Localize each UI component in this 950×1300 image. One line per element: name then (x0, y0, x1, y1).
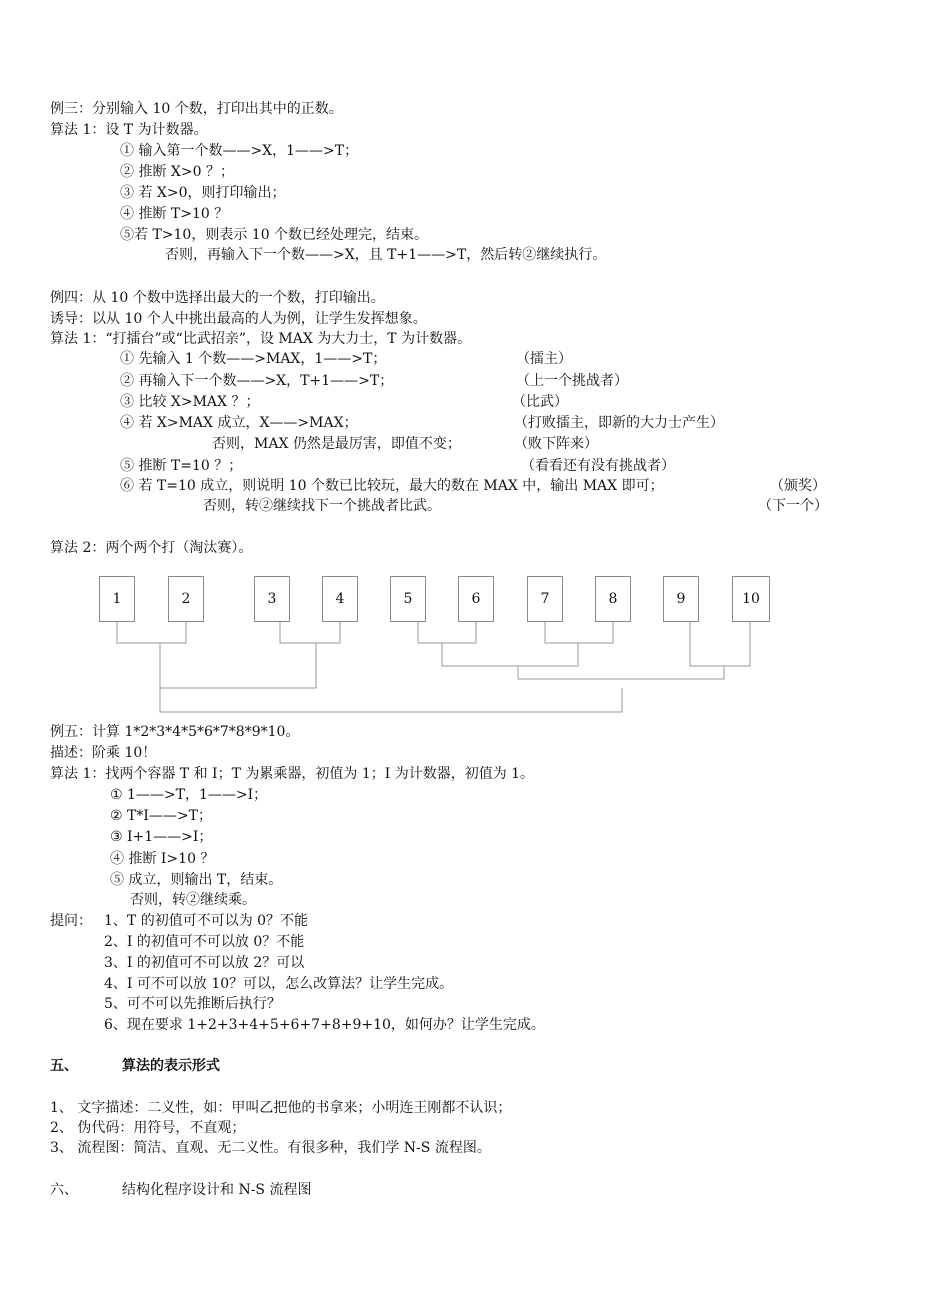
example3-algorithm: 算法 1：设 T 为计数器。 (50, 122, 208, 138)
question-3: 3、I 的初值可不可以放 2？可以 (104, 955, 305, 971)
example3-step-1: ① 输入第一个数——>X，1——>T； (120, 143, 359, 159)
bracket-player-5: 5 (390, 576, 426, 622)
bracket-player-2: 2 (168, 576, 204, 622)
bracket-player-4: 4 (322, 576, 358, 622)
example3-step-5: ⑤若 T>10，则表示 10 个数已经处理完，结束。 (120, 227, 429, 243)
example4-note-1: （擂主） (516, 351, 572, 367)
example5-title: 例五：计算 1*2*3*4*5*6*7*8*9*10。 (50, 724, 300, 740)
example4-step-6: ⑥ 若 T=10 成立，则说明 10 个数已比较玩，最大的数在 MAX 中，输出 MAX 即可； (120, 478, 664, 494)
example5-step-5: ⑤ 成立，则输出 T，结束。 (110, 872, 283, 888)
example3-title: 例三：分别输入 10 个数，打印出其中的正数。 (50, 101, 343, 117)
example5-else: 否则，转②继续乘。 (130, 892, 256, 908)
bracket-player-9: 9 (663, 576, 699, 622)
example4-guide: 诱导：以从 10 个人中挑出最高的人为例，让学生发挥想象。 (50, 311, 427, 327)
example4-step-3: ③ 比较 X>MAX ？； (120, 394, 260, 410)
bracket-player-6: 6 (458, 576, 494, 622)
bracket-player-10: 10 (732, 576, 770, 622)
question-5: 5、可不可以先推断后执行？ (104, 996, 281, 1012)
question-6: 6、现在要求 1+2+3+4+5+6+7+8+9+10，如何办？让学生完成。 (104, 1017, 545, 1033)
example3-step-2: ② 推断 X>0 ？； (120, 164, 234, 180)
example3-step-3: ③ 若 X>0，则打印输出； (120, 185, 286, 201)
example5-step-1: ① 1——>T，1——>I； (110, 787, 268, 803)
section5-item-1: 1、 文字描述：二义性，如：甲叫乙把他的书拿来；小明连王刚都不认识； (50, 1100, 512, 1116)
example4-note-2: （上一个挑战者） (516, 373, 628, 389)
example3-step-4: ④ 推断 T>10 ？ (120, 206, 229, 222)
questions-label: 提问： (50, 913, 92, 929)
question-2: 2、I 的初值可不可以放 0？不能 (104, 934, 305, 950)
example4-note-4: （打败擂主，即新的大力士产生） (514, 415, 724, 431)
bracket-player-7: 7 (527, 576, 563, 622)
example5-step-2: ② T*I——>T； (110, 808, 212, 824)
example5-step-3: ③ I+1——>I； (110, 829, 213, 845)
example5-description: 描述：阶乘 10！ (50, 745, 157, 761)
example5-step-4: ④ 推断 I>10 ？ (110, 851, 215, 867)
example4-step-4-else: 否则，MAX 仍然是最厉害，即值不变； (212, 436, 461, 452)
bracket-player-8: 8 (595, 576, 631, 622)
example3-else: 否则，再输入下一个数——>X，且 T+1——>T，然后转②继续执行。 (165, 247, 607, 263)
example4-step-4: ④ 若 X>MAX 成立，X——>MAX； (120, 415, 358, 431)
example4-note-4-else: （败下阵来） (514, 436, 598, 452)
example4-title: 例四：从 10 个数中选择出最大的一个数，打印输出。 (50, 290, 385, 306)
example4-note-5: （看看还有没有挑战者） (521, 458, 675, 474)
section6-heading: 结构化程序设计和 N-S 流程图 (122, 1182, 312, 1198)
section6-number: 六、 (50, 1182, 78, 1198)
question-4: 4、I 可不可以放 10？可以，怎么改算法？让学生完成。 (104, 976, 454, 992)
example4-note-6: （颁奖） (770, 478, 826, 494)
section5-item-3: 3、 流程图：简洁、直观、无二义性。有很多种，我们学 N-S 流程图。 (50, 1140, 491, 1156)
section5-heading: 算法的表示形式 (122, 1058, 220, 1074)
section5-item-2: 2、 伪代码：用符号，不直观； (50, 1120, 246, 1136)
example5-algorithm: 算法 1：找两个容器 T 和 I；T 为累乘器，初值为 1；I 为计数器，初值为 1。 (50, 766, 535, 782)
question-1: 1、T 的初值可不可以为 0？不能 (104, 913, 309, 929)
example4-step-1: ① 先输入 1 个数——>MAX，1——>T； (120, 351, 387, 367)
example4-step-2: ② 再输入下一个数——>X，T+1——>T； (120, 373, 394, 389)
section5-number: 五、 (50, 1058, 78, 1074)
example4-algorithm: 算法 1：“打擂台”或“比武招亲”，设 MAX 为大力士，T 为计数器。 (50, 331, 472, 347)
example4-step-5: ⑤ 推断 T=10 ？； (120, 458, 243, 474)
bracket-player-1: 1 (99, 576, 135, 622)
example4-note-3: （比武） (512, 394, 568, 410)
example4-step-6-else: 否则，转②继续找下一个挑战者比武。 (203, 498, 441, 514)
example4-note-6-else: （下一个） (758, 498, 828, 514)
bracket-player-3: 3 (254, 576, 290, 622)
example4-algorithm-2: 算法 2：两个两个打（淘汰赛）。 (50, 540, 253, 556)
